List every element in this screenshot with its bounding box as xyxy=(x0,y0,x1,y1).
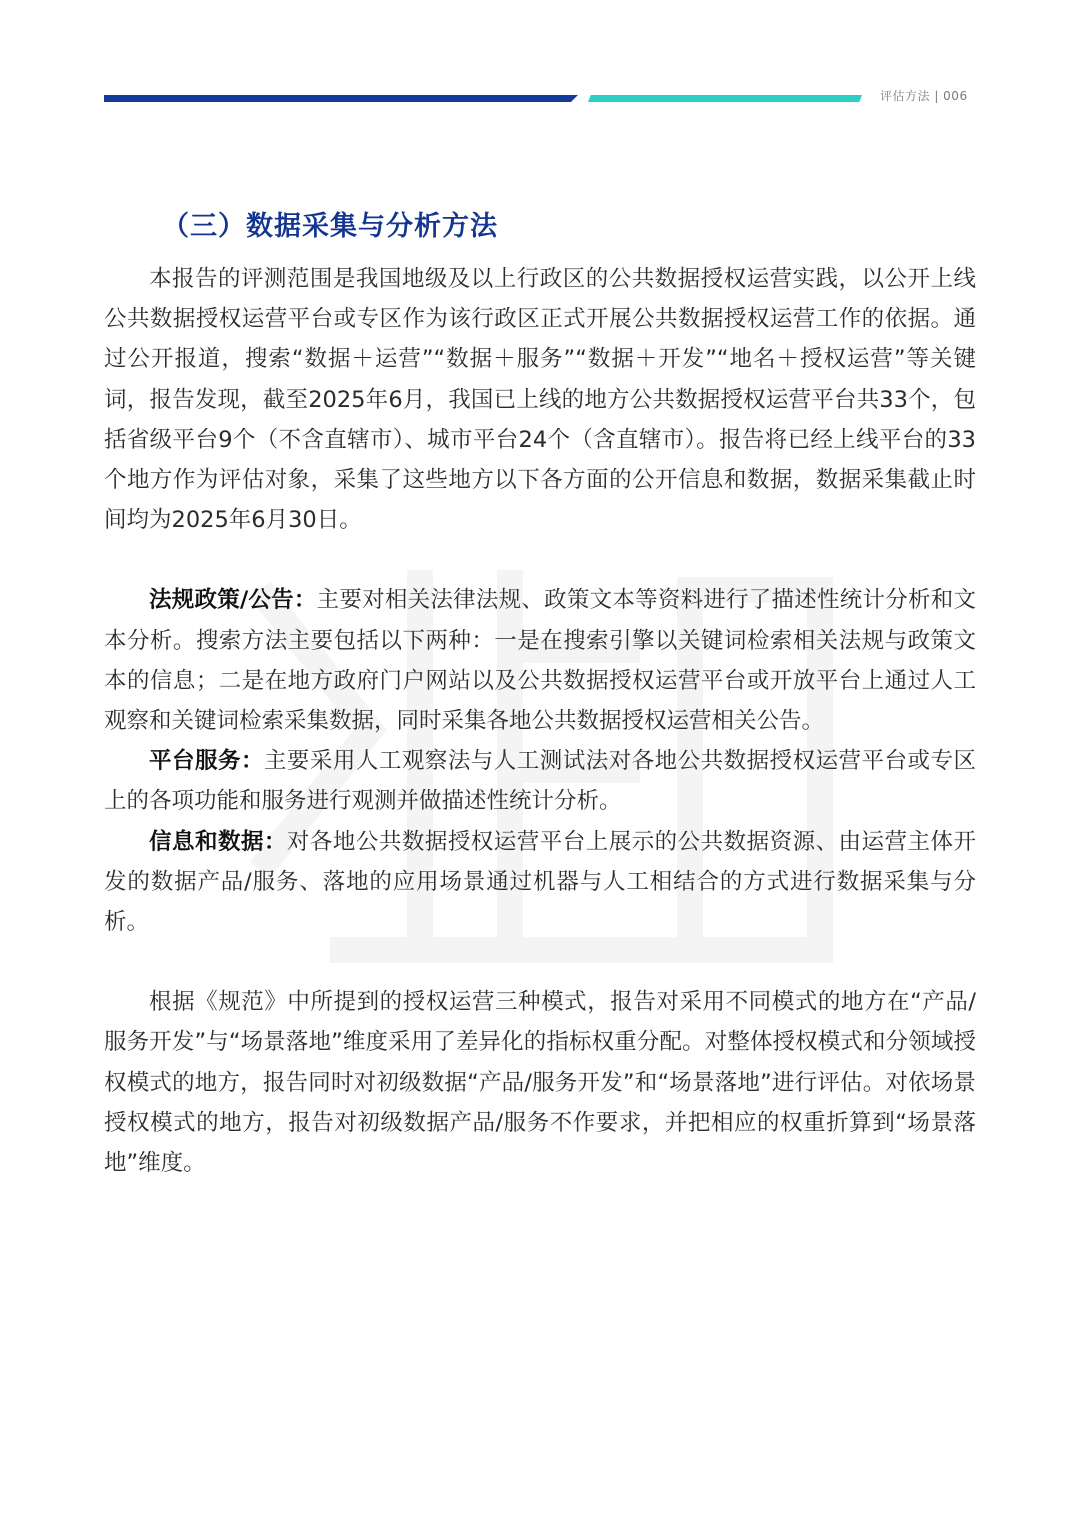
platform-lead-label: 平台服务： xyxy=(149,748,264,775)
header-accent-bar-teal xyxy=(588,95,862,102)
policy-paragraph xyxy=(104,580,976,741)
info-body-text: 对各地公共数据授权运营平台上展示的公共数据资源、由运营主体开发的数据产品/服务、落地的应用场景通过机器与人工相结合的方式进行数据采集与分析。 xyxy=(104,828,976,936)
paragraph-spacer xyxy=(104,540,976,580)
body-content xyxy=(104,259,976,1183)
paragraph-spacer xyxy=(104,942,976,982)
info-paragraph xyxy=(104,822,976,943)
policy-body-text: 主要对相关法律法规、政策文本等资料进行了描述性统计分析和文本分析。搜索方法主要包括以下两种：一是在搜索引擎以关键词检索相关法规与政策文本的信息；二是在地方政府门户网站以及公共数据授权运营平台或开放平台上通过人工观察和关键词检索采集数据，同时采集各地公共数据授权运营相关公告。 xyxy=(104,587,976,735)
policy-lead-label: 法规政策/公告： xyxy=(149,587,317,614)
info-lead-label: 信息和数据： xyxy=(149,828,287,855)
page-section-label: 评估方法 | 006 xyxy=(880,89,968,103)
header-accent-bar-dark xyxy=(104,95,578,102)
modes-paragraph: 根据《规范》中所提到的授权运营三种模式，报告对采用不同模式的地方在“产品/服务开发”与“场景落地”维度采用了差异化的指标权重分配。对整体授权模式和分领域授权模式的地方，报告同时对初级数据“产品/服务开发”和“场景落地”进行评估。对依场景授权模式的地方，报告对初级数据产品/服务不作要求，并把相应的权重折算到“场景落地”维度。 xyxy=(104,989,976,1177)
platform-paragraph xyxy=(104,741,976,821)
intro-paragraph: 本报告的评测范围是我国地级及以上行政区的公共数据授权运营实践，以公开上线公共数据授权运营平台或专区作为该行政区正式开展公共数据授权运营工作的依据。通过公开报道，搜索“数据＋运营”“数据＋服务”“数据＋开发”“地名＋授权运营”等关键词，报告发现，截至2025年6月，我国已上线的地方公共数据授权运营平台共33个，包括省级平台9个（不含直辖市）、城市平台24个（含直辖市）。报告将已经上线平台的33个地方作为评估对象，采集了这些地方以下各方面的公开信息和数据，数据采集截止时间均为2025年6月30日。 xyxy=(104,266,976,534)
platform-body-text: 主要采用人工观察法与人工测试法对各地公共数据授权运营平台或专区上的各项功能和服务进行观测并做描述性统计分析。 xyxy=(104,748,976,815)
section-title: （三）数据采集与分析方法 xyxy=(162,211,498,242)
